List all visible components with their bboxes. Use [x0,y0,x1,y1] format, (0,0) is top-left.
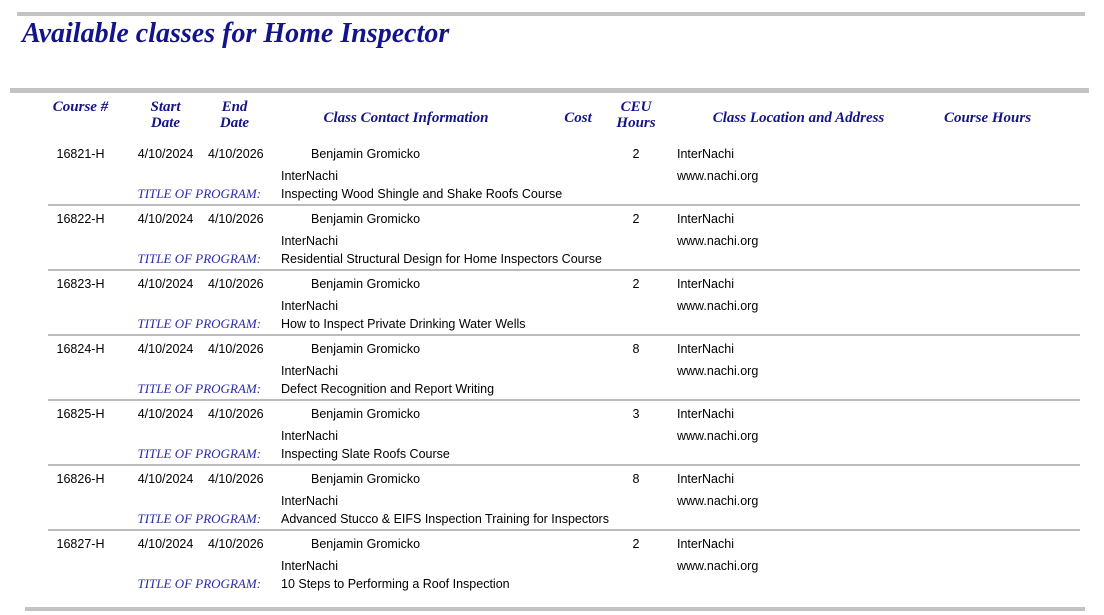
start-date: 4/10/2024 [137,277,194,291]
table-row [0,466,1104,531]
start-date: 4/10/2024 [137,537,194,551]
table-body [0,141,1104,596]
contact-organization: InterNachi [281,299,338,313]
table-row [0,271,1104,336]
top-rule [17,12,1085,16]
column-header-course-number: Course # [52,99,109,115]
location-name: InterNachi [677,277,734,291]
location-website: www.nachi.org [677,494,759,508]
program-title: Inspecting Wood Shingle and Shake Roofs Course [281,187,563,201]
location-name: InterNachi [677,212,734,226]
program-title-label: TITLE OF PROGRAM: [137,251,261,266]
contact-organization: InterNachi [281,494,338,508]
program-title-label: TITLE OF PROGRAM: [137,381,261,396]
program-title-label: TITLE OF PROGRAM: [137,446,261,461]
contact-organization: InterNachi [281,364,338,378]
ceu-hours-value: 2 [632,212,640,226]
contact-name: Benjamin Gromicko [311,277,421,291]
column-header-class-location-and-address: Class Location and Address [712,110,885,127]
table-header-row [0,96,1104,142]
ceu-hours-value: 8 [632,472,640,486]
ceu-hours-value: 8 [632,342,640,356]
start-date: 4/10/2024 [137,342,194,356]
column-header-cost: Cost [564,110,592,127]
title-underline-rule [10,88,1089,93]
column-header-end-date: End Date [219,99,250,131]
location-website: www.nachi.org [677,429,759,443]
contact-name: Benjamin Gromicko [311,212,421,226]
cost-value [551,537,605,559]
course-number: 16825-H [56,407,105,421]
program-title: 10 Steps to Performing a Roof Inspection [281,577,510,591]
program-title-label: TITLE OF PROGRAM: [137,511,261,526]
ceu-hours-value: 2 [632,277,640,291]
program-title: How to Inspect Private Drinking Water Wells [281,317,526,331]
column-header-class-contact-information: Class Contact Information [323,110,489,127]
location-website: www.nachi.org [677,169,759,183]
end-date: 4/10/2026 [208,277,264,291]
ceu-hours-value: 3 [632,407,640,421]
location-website: www.nachi.org [677,559,759,573]
end-date: 4/10/2026 [208,472,264,486]
course-number: 16824-H [56,342,105,356]
column-header-course-hours: Course Hours [943,110,1032,127]
course-hours-value [930,342,1045,364]
start-date: 4/10/2024 [137,147,194,161]
course-number: 16823-H [56,277,105,291]
start-date: 4/10/2024 [137,407,194,421]
ceu-hours-value: 2 [632,147,640,161]
contact-organization: InterNachi [281,429,338,443]
course-hours-value [930,472,1045,494]
page-title: Available classes for Home Inspector [22,18,450,49]
end-date: 4/10/2026 [208,147,264,161]
contact-name: Benjamin Gromicko [311,342,421,356]
ceu-hours-value: 2 [632,537,640,551]
table-row [0,336,1104,401]
start-date: 4/10/2024 [137,212,194,226]
program-title-label: TITLE OF PROGRAM: [137,186,261,201]
location-website: www.nachi.org [677,299,759,313]
course-hours-value [930,537,1045,559]
course-hours-value [930,277,1045,299]
program-title: Inspecting Slate Roofs Course [281,447,450,461]
contact-name: Benjamin Gromicko [311,147,421,161]
location-website: www.nachi.org [677,234,759,248]
course-hours-value [930,212,1045,234]
table-row [0,141,1104,206]
location-website: www.nachi.org [677,364,759,378]
cost-value [551,407,605,429]
contact-name: Benjamin Gromicko [311,537,421,551]
course-hours-value [930,407,1045,429]
location-name: InterNachi [677,537,734,551]
bottom-rule [25,607,1085,611]
location-name: InterNachi [677,407,734,421]
contact-organization: InterNachi [281,234,338,248]
cost-value [551,212,605,234]
program-title-label: TITLE OF PROGRAM: [137,316,261,331]
end-date: 4/10/2026 [208,537,264,551]
cost-value [551,342,605,364]
course-number: 16826-H [56,472,105,486]
table-row [0,206,1104,271]
contact-organization: InterNachi [281,559,338,573]
cost-value [551,472,605,494]
course-number: 16827-H [56,537,105,551]
location-name: InterNachi [677,342,734,356]
course-number: 16821-H [56,147,105,161]
contact-name: Benjamin Gromicko [311,472,421,486]
course-hours-value [930,147,1045,169]
end-date: 4/10/2026 [208,407,264,421]
program-title: Defect Recognition and Report Writing [281,382,495,396]
table-row [0,531,1104,596]
location-name: InterNachi [677,472,734,486]
course-number: 16822-H [56,212,105,226]
cost-value [551,277,605,299]
end-date: 4/10/2026 [208,342,264,356]
column-header-start-date: Start Date [150,99,181,131]
location-name: InterNachi [677,147,734,161]
program-title: Advanced Stucco & EIFS Inspection Training for Inspectors [281,512,609,526]
start-date: 4/10/2024 [137,472,194,486]
program-title: Residential Structural Design for Home Inspectors Course [281,252,602,266]
cost-value [551,147,605,169]
program-title-label: TITLE OF PROGRAM: [137,576,261,591]
column-header-ceu-hours: CEU Hours [616,99,656,131]
contact-organization: InterNachi [281,169,338,183]
table-row [0,401,1104,466]
end-date: 4/10/2026 [208,212,264,226]
contact-name: Benjamin Gromicko [311,407,421,421]
